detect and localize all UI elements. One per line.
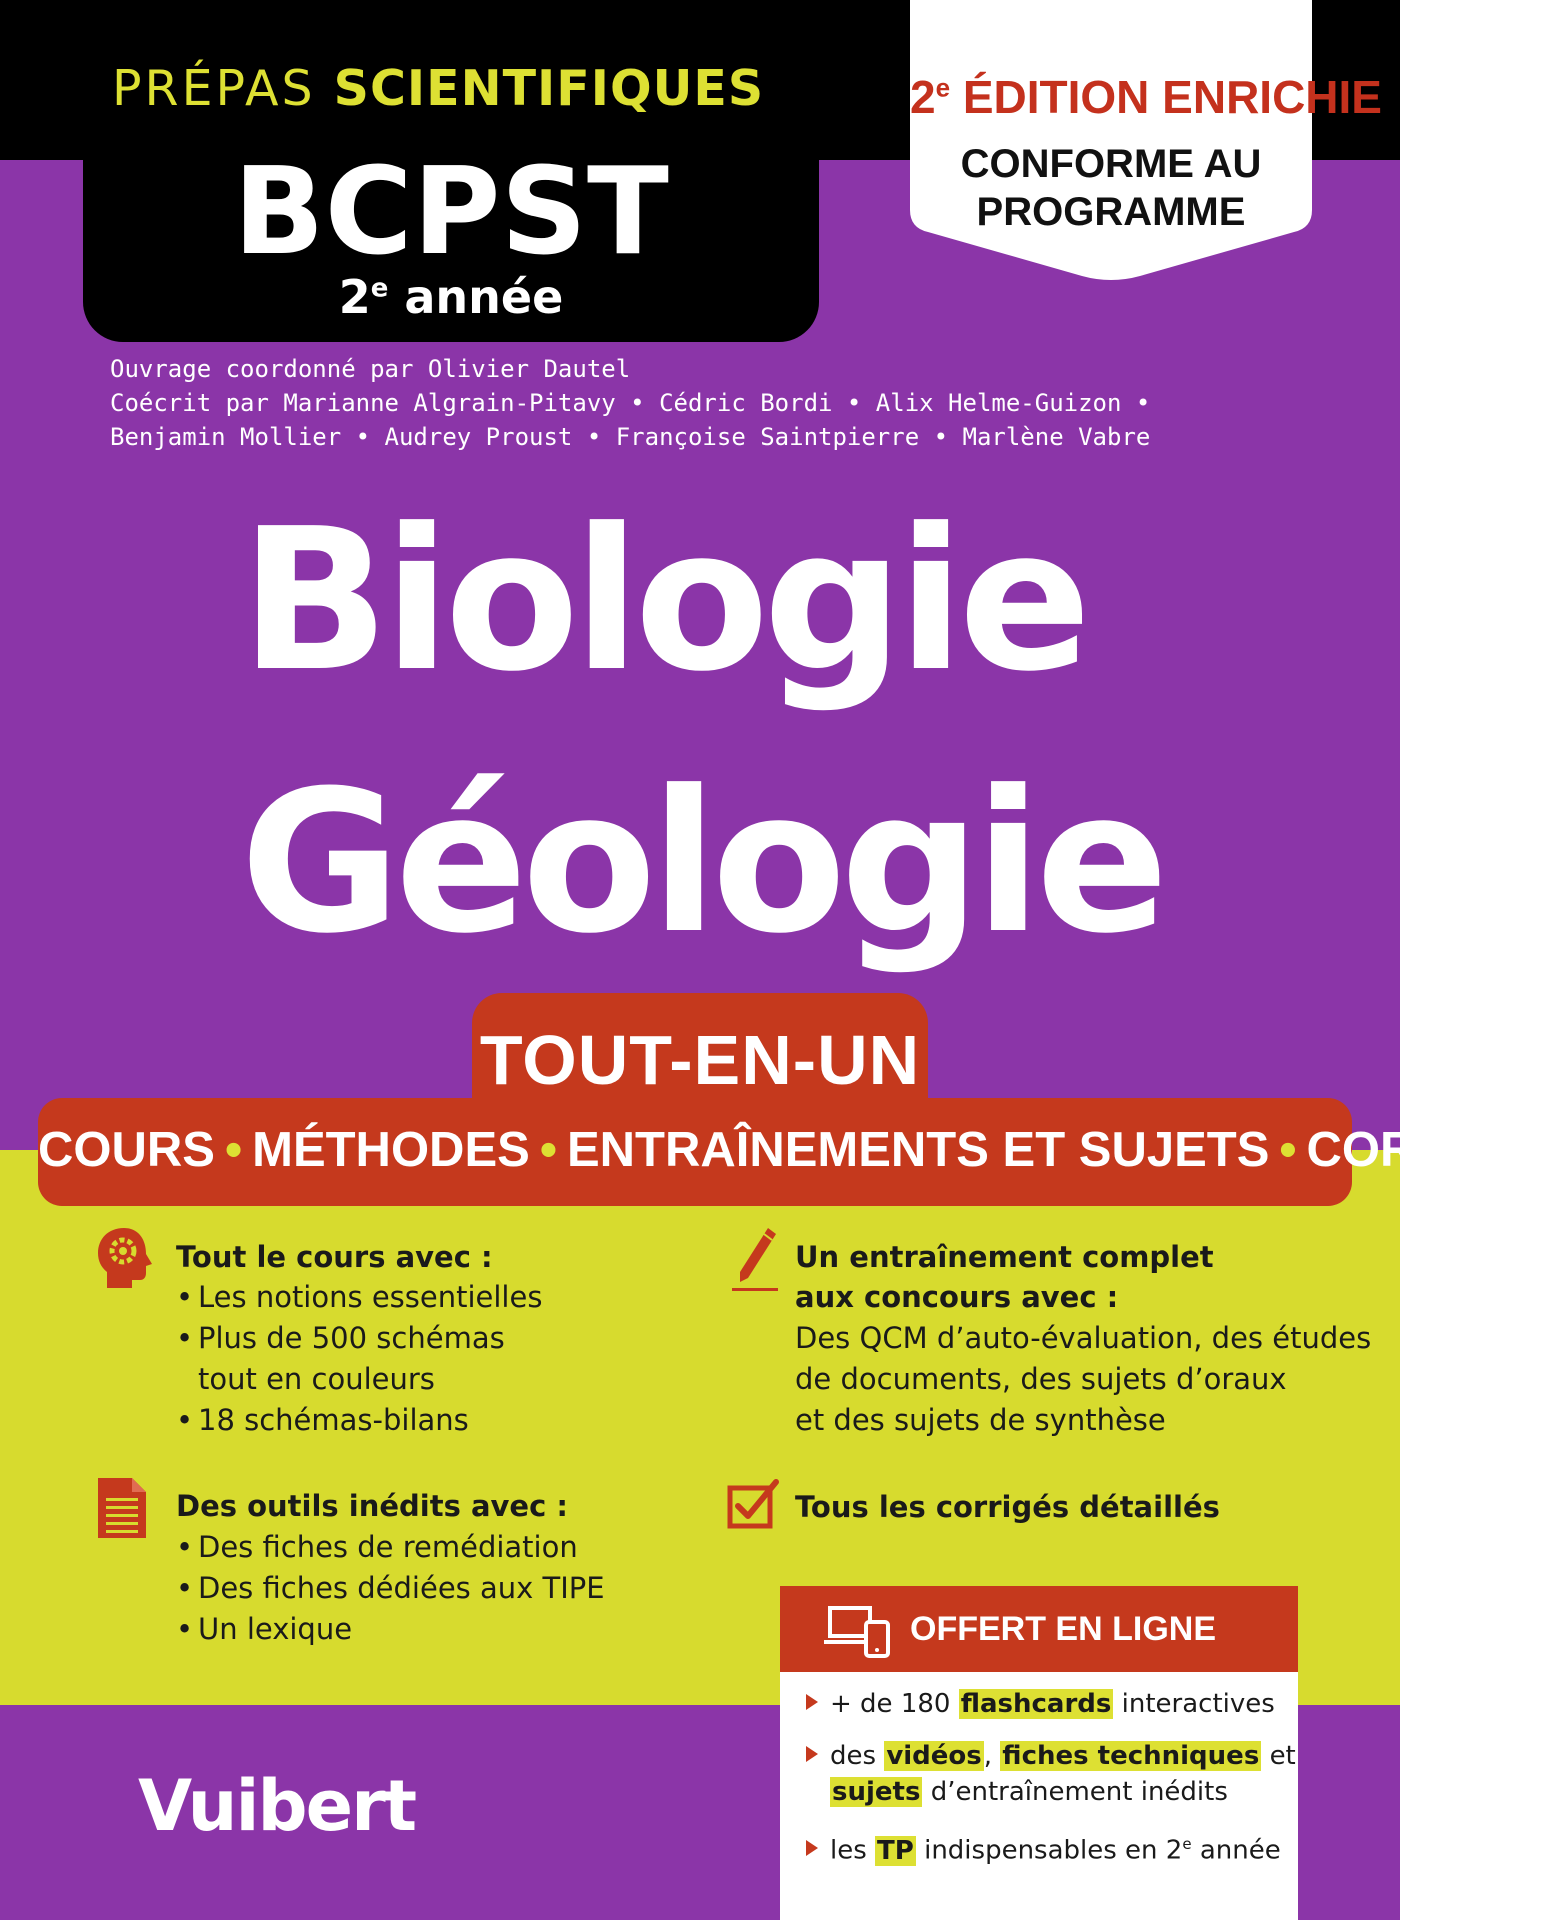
feature-cours-title: Tout le cours avec : [176,1240,493,1274]
year-suffix: e [370,273,389,304]
list-item: • Un lexique [176,1609,605,1650]
band-methodes: MÉTHODES [252,1123,530,1177]
list-item: • Des fiches de remédiation [176,1527,605,1568]
band-cours: COURS [38,1123,215,1177]
band-entrainements: ENTRAÎNEMENTS ET SUJETS [566,1123,1270,1177]
devices-icon [822,1604,894,1660]
feature-entrainement-text-2: de documents, des sujets d’oraux [795,1362,1287,1396]
edition-suffix: e [935,72,951,103]
year-word: année [404,270,564,324]
document-icon [96,1476,148,1540]
online-item-flashcards [806,1686,1275,1722]
online-item-videos [806,1738,1296,1774]
online-item-sujets [830,1774,1228,1810]
level-box [83,120,819,342]
contents-band-text [38,1122,1568,1178]
feature-entrainement-text-1: Des QCM d’auto-évaluation, des études [795,1321,1372,1355]
list-item: • Plus de 500 schémas [176,1318,542,1359]
band-corriges: CORRIGÉS [1306,1123,1568,1177]
publisher-logo: Vuibert [138,1765,416,1847]
online-text: et [1269,1741,1296,1771]
highlight-text: sujets [832,1777,921,1807]
edition-label: ÉDITION ENRICHIE [962,71,1382,123]
online-offer-header [780,1586,1298,1672]
title-geologie: Géologie [240,749,1163,977]
online-offer-title: OFFERT EN LIGNE [910,1610,1216,1648]
feature-entrainement-text-3: et des sujets de synthèse [795,1403,1166,1437]
level-year [83,270,819,324]
triangle-bullet-icon [806,1694,818,1710]
edition-number: 2 [910,71,936,123]
band-dot: • [224,1123,243,1177]
feature-cours-list [176,1277,542,1359]
online-text: , [983,1741,993,1771]
pen-icon [728,1224,780,1294]
year-number: 2 [338,270,371,324]
online-text: e [1182,1835,1192,1853]
triangle-bullet-icon [806,1746,818,1762]
book-title [240,470,1163,994]
highlight-text: vidéos [886,1741,982,1771]
edition-line-2: PROGRAMME [976,190,1246,234]
feature-cours-list-end [176,1400,469,1441]
online-text: d’entraînement inédits [930,1777,1228,1807]
series-scientifiques: SCIENTIFIQUES [333,60,765,117]
band-dot: • [1279,1123,1297,1177]
online-text: interactives [1121,1689,1275,1719]
feature-entrainement-title-1: Un entraînement complet [795,1240,1214,1274]
triangle-bullet-icon [806,1840,818,1856]
online-item-tp [806,1826,1281,1869]
list-item: • Des fiches dédiées aux TIPE [176,1568,605,1609]
edition-conformity [910,140,1312,236]
highlight-text: fiches techniques [1002,1741,1260,1771]
feature-outils-title: Des outils inédits avec : [176,1489,568,1523]
list-item: • 18 schémas-bilans [176,1400,469,1441]
edition-line-1: CONFORME AU [960,142,1262,186]
title-biologie: Biologie [240,487,1086,715]
series-name [112,60,764,117]
online-text: des [830,1741,877,1771]
checkbox-icon [726,1478,782,1530]
online-text: + de 180 [830,1689,951,1719]
feature-outils-list [176,1527,605,1650]
feature-cours-item-cont: tout en couleurs [198,1362,435,1396]
edition-badge [910,0,1382,282]
authors-block [110,352,1150,454]
authors-line-3: Benjamin Mollier • Audrey Proust • Françoise Saintpierre • Marlène Vabre [110,423,1151,451]
edition-title [910,70,1382,124]
online-text: indispensables en 2 [924,1835,1183,1866]
feature-corriges-title: Tous les corrigés détaillés [795,1490,1220,1524]
online-offer-box [780,1586,1298,1920]
tout-en-un-label: TOUT-EN-UN [479,1021,921,1099]
band-dot: • [539,1123,557,1177]
authors-coordinator: Ouvrage coordonné par Olivier Dautel [110,355,631,383]
feature-entrainement-title-2: aux concours avec : [795,1280,1119,1314]
list-item: • Les notions essentielles [176,1277,542,1318]
online-text: les [830,1835,867,1866]
highlight-text: TP [877,1835,914,1866]
level-title: BCPST [233,143,669,282]
head-gear-icon [96,1226,154,1290]
authors-line-2: Coécrit par Marianne Algrain-Pitavy • Cédric Bordi • Alix Helme-Guizon • [110,389,1151,417]
highlight-text: flashcards [960,1689,1112,1719]
series-prepas: PRÉPAS [112,60,316,117]
online-text: année [1199,1835,1281,1866]
